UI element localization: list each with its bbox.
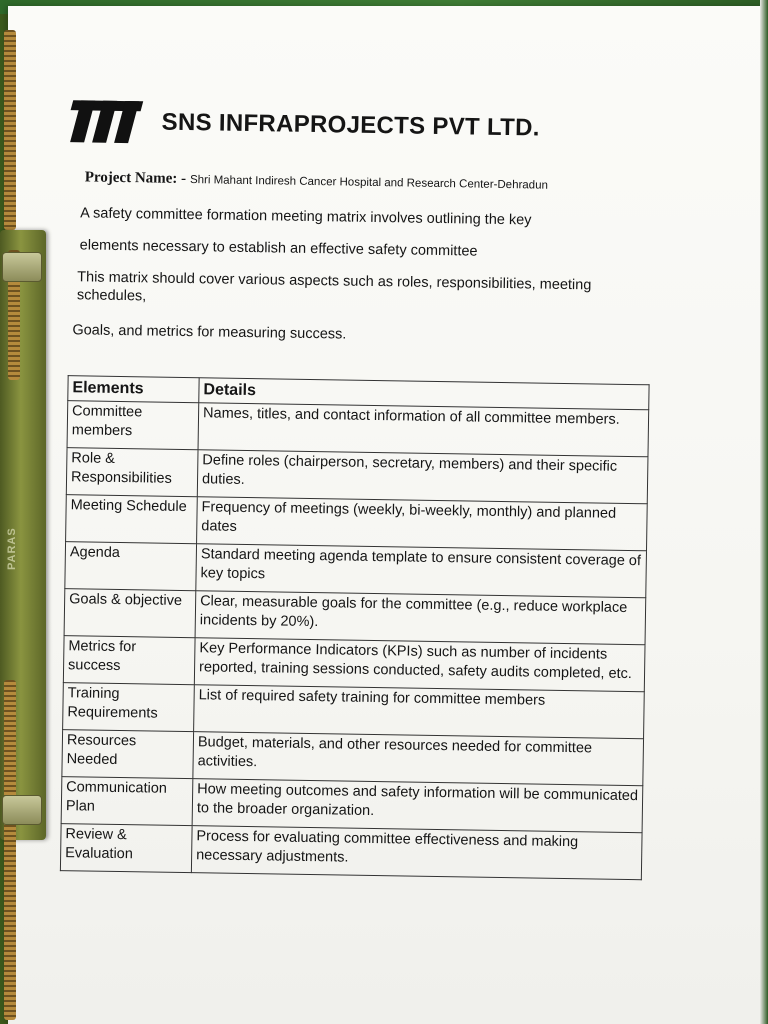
binder-clip-upper [2, 252, 42, 282]
project-value: Shri Mahant Indiresh Cancer Hospital and Research Center-Dehradun [189, 174, 549, 192]
project-line [85, 168, 699, 196]
project-label: Project Name: - [84, 169, 187, 187]
header-details: Details [199, 377, 649, 410]
element-cell: Committee members [67, 401, 199, 450]
paper-edge [760, 0, 768, 1024]
binder-clip-lower [2, 795, 42, 825]
document-header [67, 100, 700, 152]
intro-line-4: Goals, and metrics for measuring success. [72, 321, 347, 343]
element-cell: Goals & objective [64, 589, 196, 638]
binder-rod-lower [4, 680, 16, 1020]
element-cell: Role & Responsibilities [66, 448, 198, 497]
intro-line-2: elements necessary to establish an effective safety committee [79, 237, 478, 260]
intro-line-1: A safety committee formation meeting matrix involves outlining the key [80, 205, 532, 229]
details-cell: Frequency of meetings (weekly, bi-weekly, monthly) and planned dates [197, 497, 648, 551]
element-cell: Meeting Schedule [66, 495, 198, 544]
details-cell: Define roles (chairperson, secretary, members) and their specific duties. [197, 450, 648, 504]
details-cell: Standard meeting agenda template to ensure consistent coverage of key topics [196, 544, 647, 598]
sns-logo-icon [67, 100, 144, 143]
element-cell: Review & Evaluation [60, 824, 192, 873]
element-cell: Training Requirements [63, 683, 195, 732]
element-cell: Resources Needed [62, 730, 194, 779]
details-cell: Budget, materials, and other resources needed for committee activities. [193, 732, 644, 786]
element-cell: Metrics for success [63, 636, 195, 685]
binder-label: PARAS [6, 527, 18, 570]
intro-line-3: This matrix should cover various aspects such as roles, responsibilities, meeting schedules, [76, 269, 592, 305]
company-name: SNS INFRAPROJECTS PVT LTD. [161, 108, 540, 142]
element-cell: Agenda [65, 542, 197, 591]
details-cell: Names, titles, and contact information of all committee members. [198, 403, 649, 457]
table-row [60, 824, 642, 880]
details-cell: Key Performance Indicators (KPIs) such as number of incidents reported, training sessions conducted, safety audits completed, etc. [194, 638, 645, 692]
document-content [48, 100, 700, 881]
element-cell: Communication Plan [61, 777, 193, 826]
header-elements: Elements [68, 375, 199, 403]
details-cell: Process for evaluating committee effectiveness and making necessary adjustments. [191, 826, 642, 880]
details-cell: How meeting outcomes and safety information will be communicated to the broader organization. [192, 779, 643, 833]
details-cell: Clear, measurable goals for the committee (e.g., reduce workplace incidents by 20%). [195, 591, 646, 645]
binder-rod-top [4, 30, 16, 230]
safety-committee-matrix-table [60, 375, 650, 881]
details-cell: List of required safety training for committee members [194, 685, 645, 739]
